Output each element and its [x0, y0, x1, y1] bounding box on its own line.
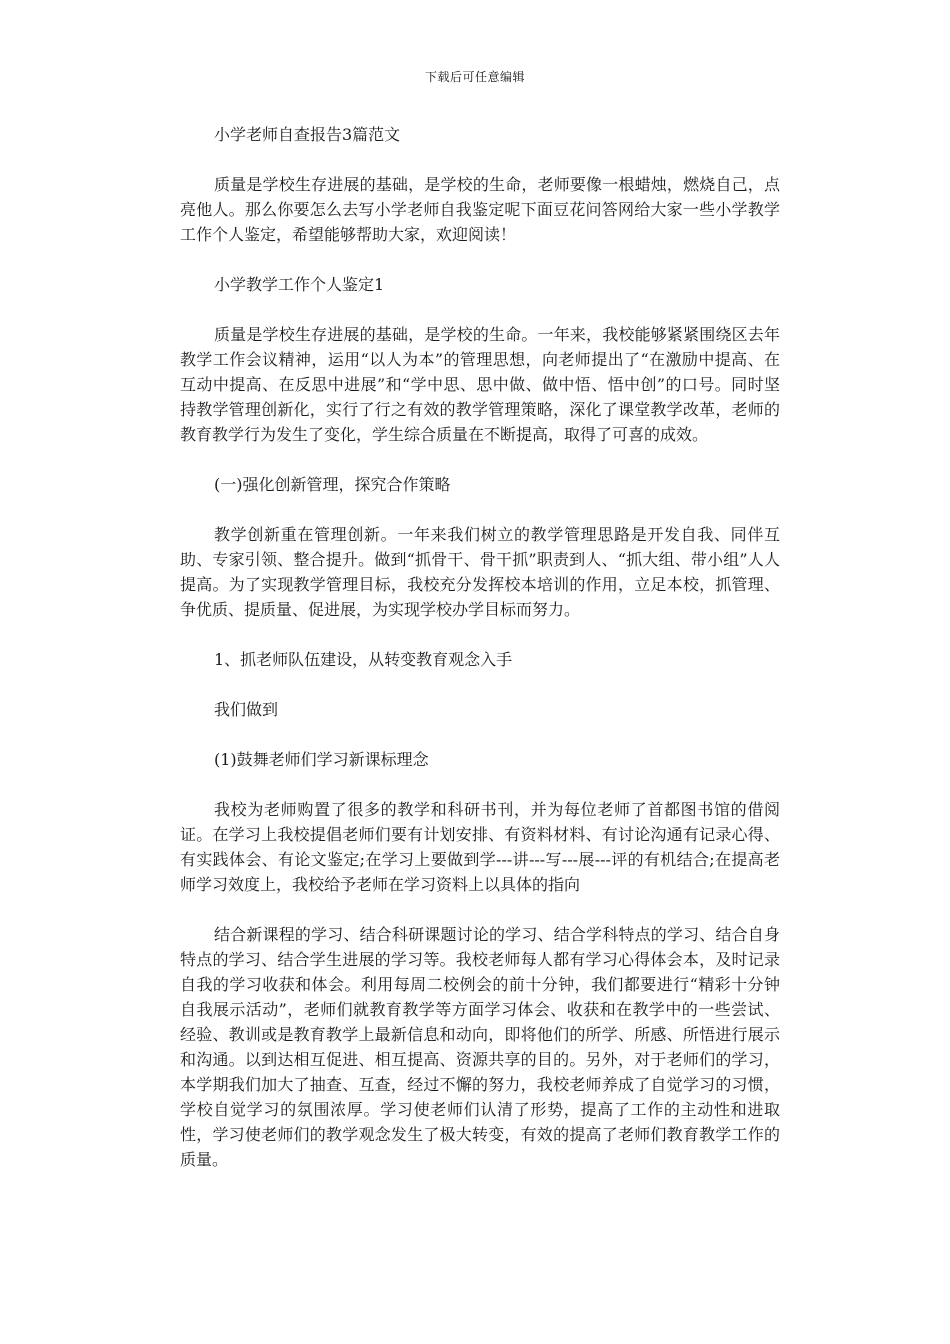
paragraph-we-do: 我们做到 [214, 700, 279, 719]
paragraph-books: 我校为老师购置了很多的教学和科研书刊，并为每位老师了首都图书馆的借阅证。在学习上我校提倡老师们要有计划安排、有资料材料、有讨论沟通有记录心得、有实践体会、有论文鉴定;在学习上要做到学---讲---写---展---评的有机结合;在提高老师学习效度上，我校给予老师在学习资料上以具体的指向 [180, 800, 780, 894]
paragraph-quality: 质量是学校生存进展的基础，是学校的生命。一年来，我校能够紧紧围绕区去年教学工作会议精神，运用“以人为本”的管理思想，向老师提出了“在激励中提高、在互动中提高、在反思中进展”和“学中思、思中做、做中悟、悟中创”的口号。同时坚持教学管理创新化，实行了行之有效的教学管理策略，深化了课堂教学改革，老师的教育教学行为发生了变化，学生综合质量在不断提高，取得了可喜的成效。 [180, 325, 780, 444]
section-heading-1: 小学教学工作个人鉴定1 [214, 275, 385, 294]
header-note: 下载后可任意编辑 [424, 70, 525, 84]
subheading-innovation: (一)强化创新管理，探究合作策略 [214, 475, 451, 494]
document-title: 小学老师自查报告3篇范文 [214, 125, 401, 144]
paragraph-intro: 质量是学校生存进展的基础，是学校的生命，老师要像一根蜡烛，燃烧自己，点亮他人。那么你要怎么去写小学老师自我鉴定呢下面豆花问答网给大家一些小学教学工作个人鉴定，希望能够帮助大家，欢迎阅读！ [180, 175, 780, 244]
document-body [180, 122, 780, 1172]
paragraph-combined-learning: 结合新课程的学习、结合科研课题讨论的学习、结合学科特点的学习、结合自身特点的学习、结合学生进展的学习等。我校老师每人都有学习心得体会本，及时记录自我的学习收获和体会。利用每周二校例会的前十分钟，我们都要进行“精彩十分钟自我展示活动”，老师们就教育教学等方面学习体会、收获和在教学中的一些尝试、经验、教训或是教育教学上最新信息和动向，即将他们的所学、所感、所悟进行展示和沟通。以到达相互促进、相互提高、资源共享的目的。另外，对于老师们的学习，本学期我们加大了抽查、互查，经过不懈的努力，我校老师养成了自觉学习的习惯，学校自觉学习的氛围浓厚。学习使老师们认清了形势，提高了工作的主动性和进取性，学习使老师们的教学观念发生了极大转变，有效的提高了老师们教育教学工作的质量。 [180, 925, 780, 1169]
subheading-teacher-team: 1、抓老师队伍建设，从转变教育观念入手 [214, 650, 513, 669]
paragraph-innovation: 教学创新重在管理创新。一年来我们树立的教学管理思路是开发自我、同伴互助、专家引领、整合提升。做到“抓骨干、骨干抓”职责到人、“抓大组、带小组”人人提高。为了实现教学管理目标，我校充分发挥校本培训的作用，立足本校，抓管理、争优质、提质量、促进展，为实现学校办学目标而努力。 [180, 525, 780, 619]
subheading-encourage-learning: (1)鼓舞老师们学习新课标理念 [214, 750, 429, 769]
